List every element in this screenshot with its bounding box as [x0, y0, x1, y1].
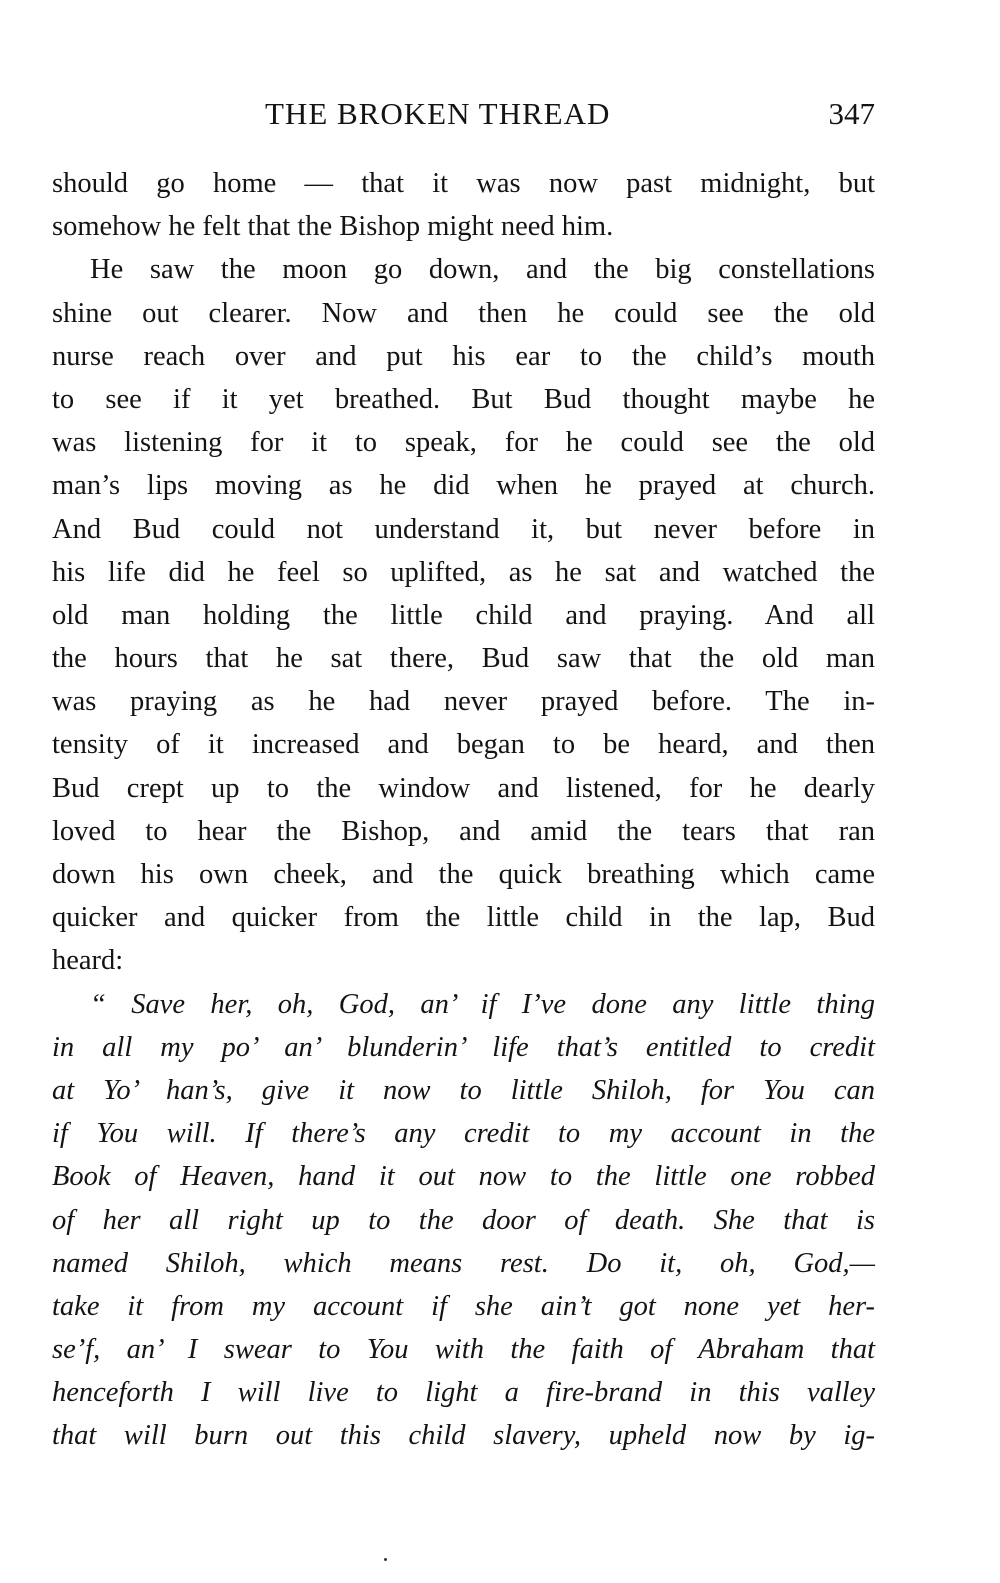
text-line: his life did he feel so uplifted, as he sat and watched the — [52, 556, 875, 588]
body-text — [52, 162, 875, 1458]
prayer-line: se’f, an’ I swear to You with the faith of Abraham that — [52, 1334, 875, 1366]
text-line: tensity of it increased and began to be heard, and then — [52, 729, 875, 761]
text-line: He saw the moon go down, and the big constellations — [90, 254, 875, 286]
text-line: old man holding the little child and praying. And all — [52, 599, 875, 631]
text-line: should go home — that it was now past midnight, but — [52, 168, 875, 199]
prayer-line: that will burn out this child slavery, upheld now by ig- — [52, 1420, 875, 1452]
prayer-line: if You will. If there’s any credit to my account in the — [52, 1118, 875, 1150]
book-page — [52, 0, 875, 1583]
text-line: And Bud could not understand it, but never before in — [52, 513, 875, 545]
text-line: down his own cheek, and the quick breathing which came — [52, 859, 875, 890]
text-line: loved to hear the Bishop, and amid the tears that ran — [52, 815, 875, 847]
text-line: man’s lips moving as he did when he prayed at church. — [52, 470, 875, 502]
text-line: somehow he felt that the Bishop might need him. — [52, 211, 614, 243]
prayer-line: henceforth I will live to light a fire-brand in this valley — [52, 1377, 875, 1409]
prayer-line: of her all right up to the door of death. She that is — [52, 1204, 875, 1236]
prayer-line: in all my po’ an’ blunderin’ life that’s entitled to credit — [52, 1031, 875, 1063]
page-header — [52, 96, 875, 140]
prayer-line: at Yo’ han’s, give it now to little Shiloh, for You can — [52, 1074, 875, 1106]
prayer-line: take it from my account if she ain’t got none yet her- — [52, 1290, 875, 1322]
text-line: Bud crept up to the window and listened, for he dearly — [52, 772, 875, 804]
text-line: was listening for it to speak, for he could see the old — [52, 427, 875, 459]
prayer-line: Book of Heaven, hand it out now to the little one robbed — [52, 1161, 875, 1193]
text-line: nurse reach over and put his ear to the child’s mouth — [52, 340, 875, 372]
print-speck — [384, 1558, 387, 1561]
text-line: heard: — [52, 945, 124, 977]
page-number: 347 — [828, 96, 875, 131]
text-line: quicker and quicker from the little child in the lap, Bud — [52, 902, 875, 934]
text-line: to see if it yet breathed. But Bud thought maybe he — [52, 383, 875, 415]
text-line: was praying as he had never prayed before. The in- — [52, 686, 875, 718]
text-line: shine out clearer. Now and then he could see the old — [52, 297, 875, 329]
text-line: the hours that he sat there, Bud saw that the old man — [52, 643, 875, 675]
prayer-line: named Shiloh, which means rest. Do it, oh, God,— — [52, 1247, 875, 1279]
running-title: THE BROKEN THREAD — [265, 96, 611, 131]
prayer-line: “ Save her, oh, God, an’ if I’ve done any little thing — [90, 988, 875, 1020]
